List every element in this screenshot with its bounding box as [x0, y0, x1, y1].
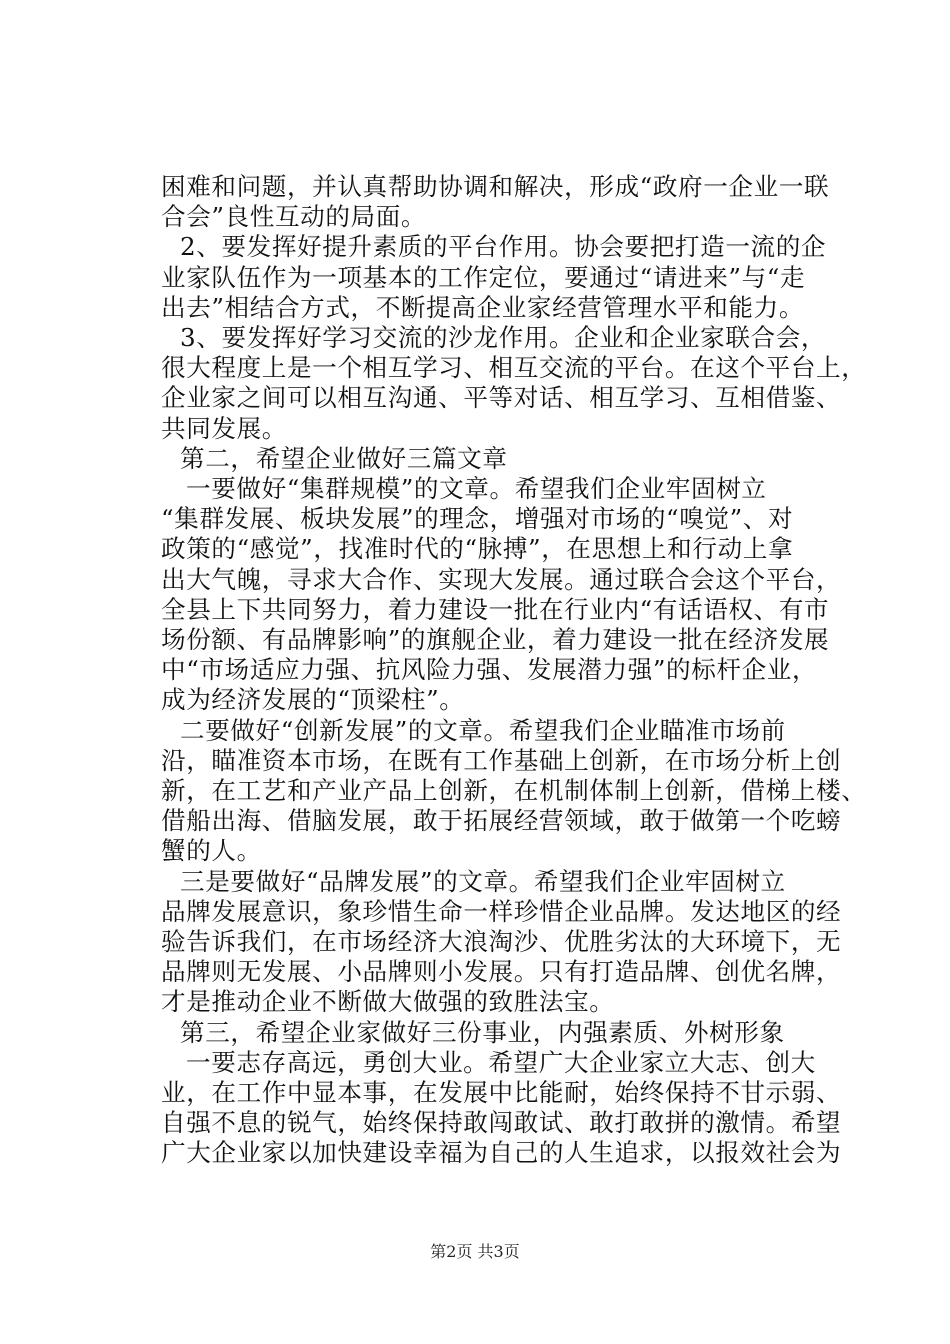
body-text-line: 3、要发挥好学习交流的沙龙作用。企业和企业家联合会，: [180, 323, 827, 352]
body-text-line: 共同发展。: [161, 413, 287, 443]
page-number: 第2页: [430, 1242, 473, 1261]
body-text-line: 业，在工作中显本事，在发展中比能耐，始终保持不甘示弱、: [161, 1078, 842, 1107]
body-text-line: 很大程度上是一个相互学习、相互交流的平台。在这个平台上，: [161, 353, 867, 383]
body-text-line: 品牌发展意识，象珍惜生命一样珍惜企业品牌。发达地区的经: [161, 896, 842, 926]
body-text-line: 困难和问题，并认真帮助协调和解决，形成“政府一企业一联: [161, 172, 830, 201]
body-text-line: 一要志存高远，勇创大业。希望广大企业家立大志、创大: [186, 1047, 816, 1077]
body-text-line: 2、要发挥好提升素质的平台作用。协会要把打造一流的企: [180, 232, 827, 262]
body-text-line: 出大气魄，寻求大合作、实现大发展。通过联合会这个平台，: [161, 564, 842, 594]
body-text-line: 成为经济发展的“顶梁柱”。: [161, 685, 465, 715]
body-text-line: 品牌则无发展、小品牌则小发展。只有打造品牌、创优名牌，: [161, 957, 842, 987]
body-text-line: 沿，瞄准资本市场，在既有工作基础上创新，在市场分析上创: [161, 745, 842, 775]
body-text-line: 蟹的人。: [161, 836, 262, 866]
body-text-line: 业家队伍作为一项基本的工作定位，要通过“请进来”与“走: [161, 262, 806, 292]
body-text-line: 验告诉我们，在市场经济大浪淘沙、优胜劣汰的大环境下，无: [161, 927, 842, 956]
body-text-line: 广大企业家以加快建设幸福为自己的人生追求，以报效社会为: [161, 1138, 842, 1168]
page-footer: [0, 1242, 950, 1262]
body-text-line: 一要做好“集群规模”的文章。希望我们企业牢固树立: [186, 474, 767, 503]
body-text-line: 合会”良性互动的局面。: [161, 202, 427, 232]
body-text-line: 中“市场适应力强、抗风险力强、发展潜力强”的标杆企业，: [161, 655, 818, 685]
body-text-line: 全县上下共同努力，着力建设一批在行业内“有话语权、有市: [161, 594, 830, 624]
body-text-line: 三是要做好“品牌发展”的文章。希望我们企业牢固树立: [180, 866, 786, 896]
body-text-line: “集群发展、板块发展”的理念，增强对市场的“嗅觉”、对: [161, 504, 794, 534]
body-text-line: 才是推动企业不断做大做强的致胜法宝。: [161, 987, 615, 1017]
body-text-line: 二要做好“创新发展”的文章。希望我们企业瞄准市场前: [180, 715, 786, 745]
page-total: 共3页: [477, 1242, 520, 1261]
section-heading: 第三，希望企业家做好三份事业，内强素质、外树形象: [180, 1017, 785, 1047]
body-text-line: 自强不息的锐气，始终保持敢闯敢试、敢打敢拼的激情。希望: [161, 1108, 842, 1138]
body-text-line: 出去”相结合方式，不断提高企业家经营管理水平和能力。: [161, 292, 805, 322]
section-heading: 第二，希望企业做好三篇文章: [180, 443, 508, 473]
body-text-line: 借船出海、借脑发展，敢于拓展经营领域，敢于做第一个吃螃: [161, 806, 842, 836]
body-text-line: 政策的“感觉”，找准时代的“脉搏”，在思想上和行动上拿: [161, 534, 794, 564]
body-text-line: 企业家之间可以相互沟通、平等对话、相互学习、互相借鉴、: [161, 383, 842, 413]
body-text-line: 新，在工艺和产业产品上创新，在机制体制上创新，借梯上楼、: [161, 776, 867, 805]
body-text-line: 场份额、有品牌影响”的旗舰企业，着力建设一批在经济发展: [161, 625, 830, 654]
